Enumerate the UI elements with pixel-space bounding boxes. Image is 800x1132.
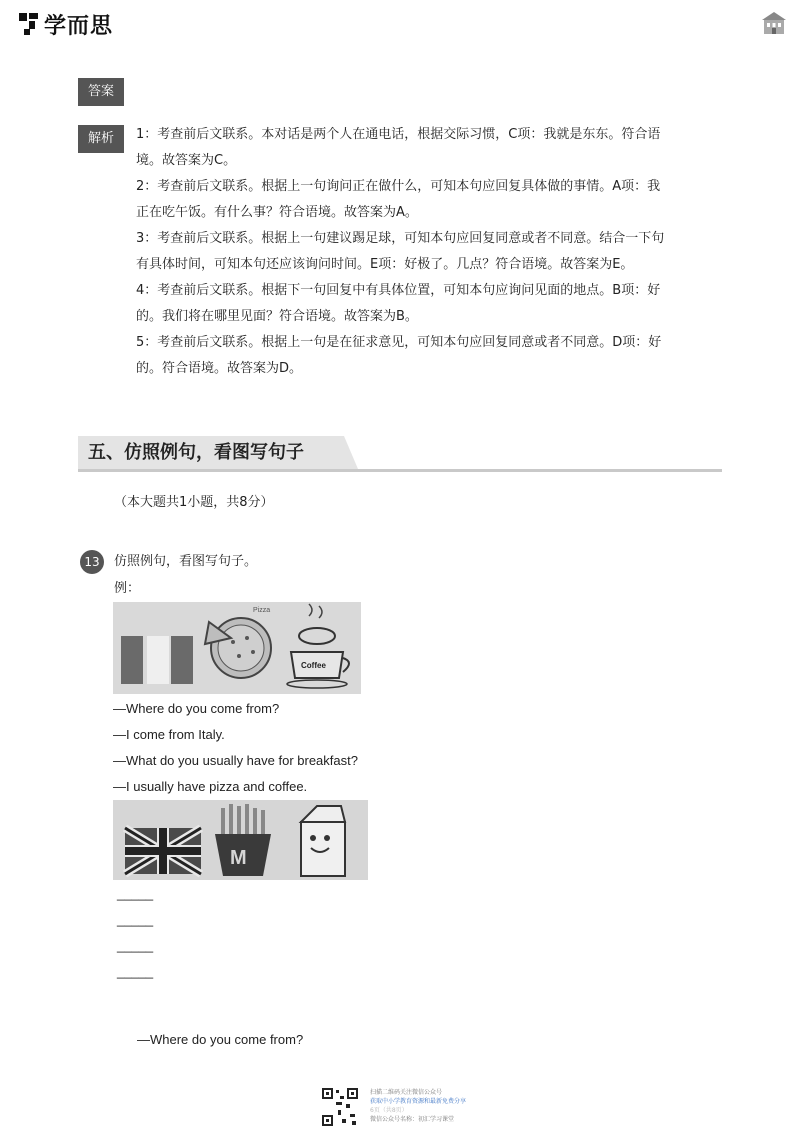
- footer-line: 扫描二维码关注微信公众号: [370, 1089, 443, 1096]
- task-image: [113, 800, 368, 880]
- analysis-line: 5：考查前后文联系。根据上一句是在征求意见，可知本句应回复同意或者不同意。D项：好: [136, 335, 662, 350]
- question-prompt: 仿照例句，看图写句子。: [114, 554, 258, 569]
- pizza-label: Pizza: [253, 607, 271, 614]
- next-question-line: —Where do you come from?: [137, 1032, 304, 1047]
- analysis-line: 有具体时间，可知本句还应该询问时间。E项：好极了。几点？符合语境。故答案为E。: [136, 257, 634, 272]
- answer-tag: 答案: [78, 78, 124, 106]
- footer-line: 获取中小学教育资源和最新免费分享: [370, 1098, 467, 1105]
- answer-blank[interactable]: _____: [117, 964, 154, 979]
- coffee-label: Coffee: [301, 661, 326, 670]
- analysis-tag: 解析: [78, 125, 124, 153]
- analysis-line: 4：考查前后文联系。根据下一句回复中有具体位置，可知本句应询问见面的地点。B项：好: [136, 283, 661, 298]
- section-header: [78, 436, 722, 476]
- brand-logo: [18, 8, 113, 40]
- answer-blank[interactable]: _____: [117, 912, 154, 927]
- xueersi-logo-icon: [18, 11, 40, 37]
- svg-text:M: M: [230, 847, 247, 869]
- answer-blank[interactable]: _____: [117, 886, 154, 901]
- school-building-icon: [760, 10, 788, 38]
- footer-page-number: 6页（共8页）: [370, 1107, 408, 1114]
- analysis-line: 3：考查前后文联系。根据上一句建议踢足球，可知本句应回复同意或者不同意。结合一下句: [136, 231, 665, 246]
- question-number: 13: [80, 550, 104, 574]
- example-line: —What do you usually have for breakfast?: [113, 753, 358, 768]
- footer-line: 微信公众号名称：初汇学习课堂: [370, 1116, 455, 1123]
- qr-code-icon: [320, 1086, 360, 1128]
- analysis-line: 的。符合语境。故答案为D。: [136, 361, 303, 376]
- answer-blank[interactable]: _____: [117, 938, 154, 953]
- footer: [320, 1086, 480, 1128]
- analysis-line: 2：考查前后文联系。根据上一句询问正在做什么，可知本句应回复具体做的事情。A项：我: [136, 179, 661, 194]
- example-line: —I come from Italy.: [113, 727, 225, 742]
- example-image: [113, 602, 361, 694]
- analysis-line: 1：考查前后文联系。本对话是两个人在通电话，根据交际习惯，C项：我就是东东。符合语: [136, 127, 661, 142]
- example-line: —Where do you come from?: [113, 701, 280, 716]
- analysis-line: 境。故答案为C。: [136, 153, 237, 168]
- example-line: —I usually have pizza and coffee.: [113, 779, 308, 794]
- section-info: （本大题共1小题，共8分）: [114, 495, 274, 510]
- example-label: 例：: [114, 581, 141, 596]
- brand-name: 学而思: [44, 13, 114, 39]
- section-title: 五、仿照例句，看图写句子: [88, 442, 304, 463]
- analysis-line: 正在吃午饭。有什么事？符合语境。故答案为A。: [136, 205, 418, 220]
- analysis-body: [136, 122, 726, 382]
- analysis-line: 的。我们将在哪里见面？符合语境。故答案为B。: [136, 309, 418, 324]
